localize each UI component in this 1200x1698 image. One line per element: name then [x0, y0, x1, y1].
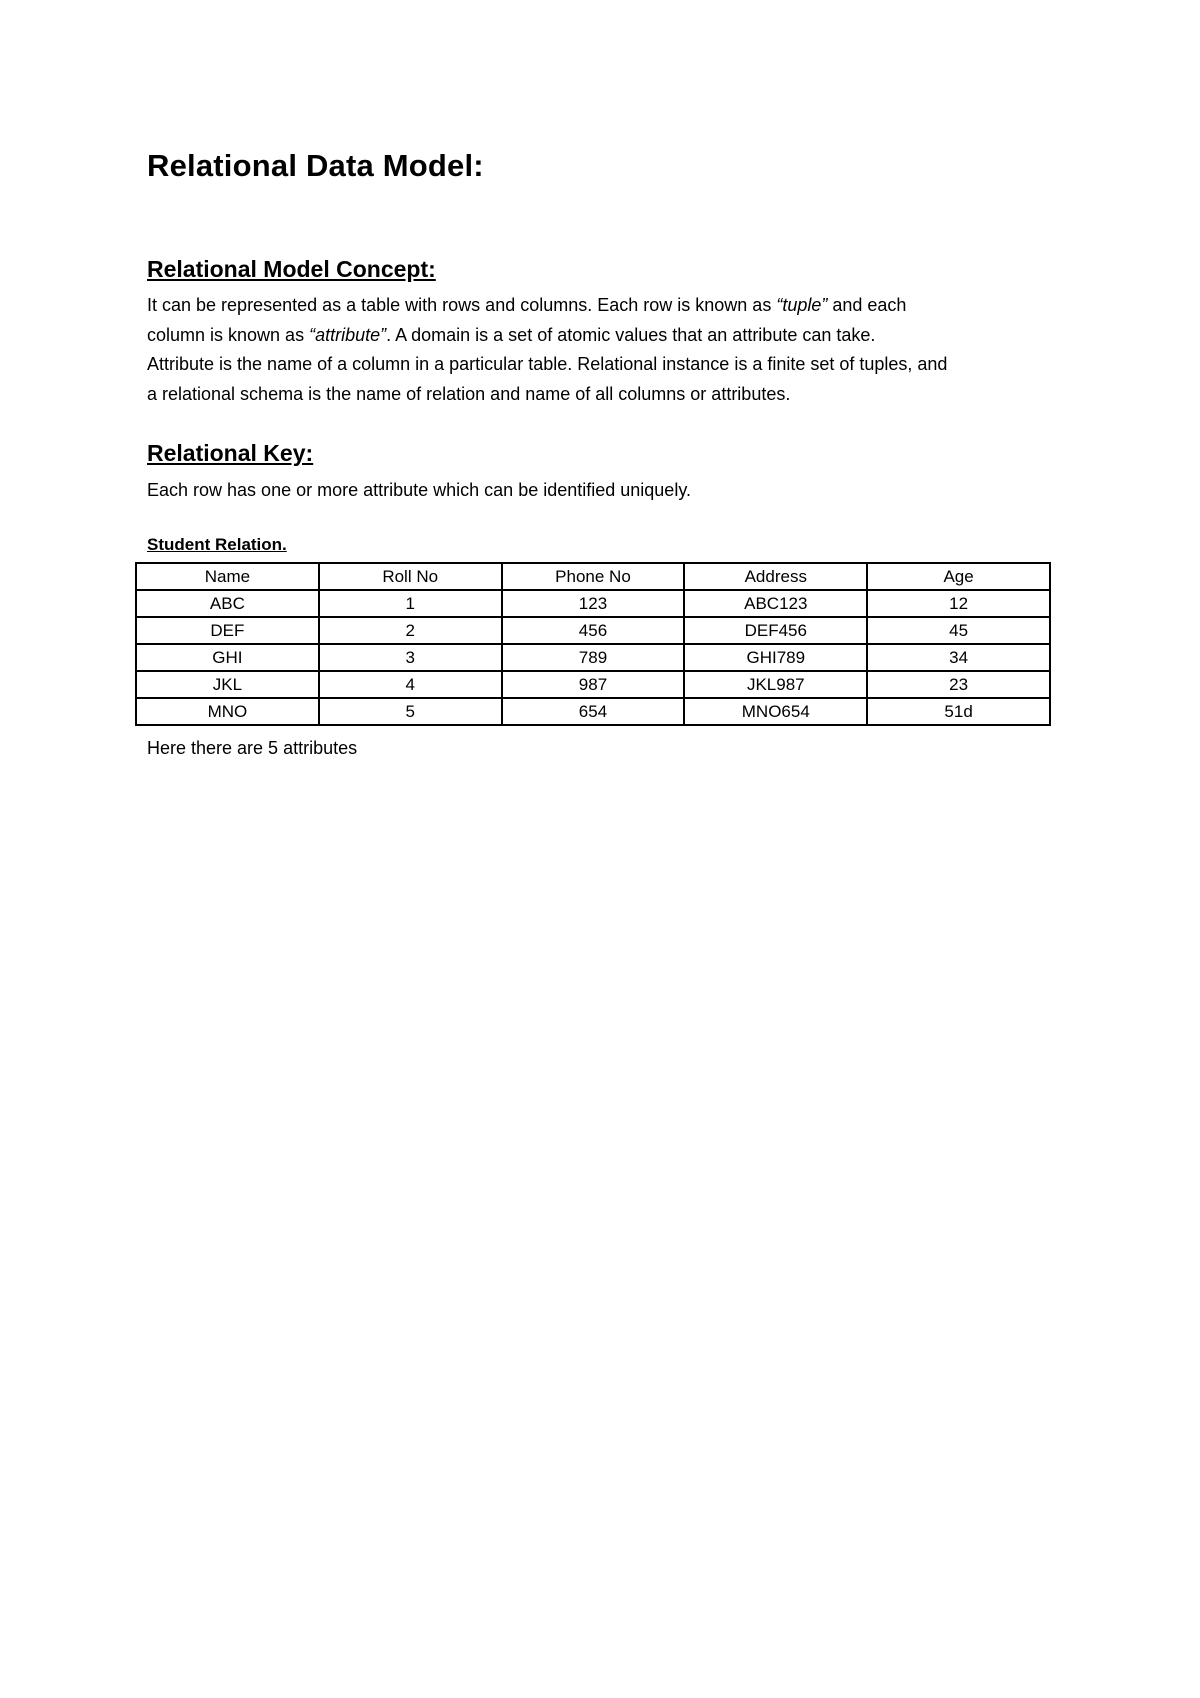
table-cell: 4 — [319, 671, 502, 698]
table-caption: Student Relation. — [147, 535, 287, 554]
table-cell: 987 — [502, 671, 685, 698]
table-cell: DEF456 — [684, 617, 867, 644]
concept-line: column is known as “attribute”. A domain is a set of atomic values that an attribute can take. — [147, 324, 876, 345]
table-cell: ABC — [136, 590, 319, 617]
table-row — [136, 644, 1050, 671]
column-header-age: Age — [867, 563, 1050, 590]
table-row — [136, 698, 1050, 725]
attribute-term: “attribute” — [309, 324, 387, 345]
table-cell: MNO — [136, 698, 319, 725]
column-header-address: Address — [684, 563, 867, 590]
table-cell: 2 — [319, 617, 502, 644]
table-cell: 789 — [502, 644, 685, 671]
table-cell: 45 — [867, 617, 1050, 644]
table-cell: 654 — [502, 698, 685, 725]
student-relation-table — [135, 562, 1051, 726]
table-cell: 5 — [319, 698, 502, 725]
key-paragraph: Each row has one or more attribute which can be identified uniquely. — [147, 480, 691, 500]
table-cell: 3 — [319, 644, 502, 671]
section-heading-relational-model-concept: Relational Model Concept: — [147, 256, 436, 282]
section-heading-relational-key: Relational Key: — [147, 440, 314, 466]
concept-line: a relational schema is the name of relation and name of all columns or attributes. — [147, 383, 791, 404]
table-cell: 12 — [867, 590, 1050, 617]
column-header-roll-no: Roll No — [319, 563, 502, 590]
table-cell: 1 — [319, 590, 502, 617]
table-cell: 23 — [867, 671, 1050, 698]
table-header-row — [136, 563, 1050, 590]
table-cell: GHI — [136, 644, 319, 671]
table-cell: 51d — [867, 698, 1050, 725]
concept-line: It can be represented as a table with rows and columns. Each row is known as “tuple” and each — [147, 295, 907, 315]
tuple-term: “tuple” — [776, 295, 828, 315]
table-cell: JKL — [136, 671, 319, 698]
table-cell: ABC123 — [684, 590, 867, 617]
column-header-name: Name — [136, 563, 319, 590]
table-cell: GHI789 — [684, 644, 867, 671]
table-cell: DEF — [136, 617, 319, 644]
attribute-count-note: Here there are 5 attributes — [147, 738, 358, 758]
concept-line: Attribute is the name of a column in a particular table. Relational instance is a finite set of tuples, and — [147, 354, 948, 374]
table-cell: JKL987 — [684, 671, 867, 698]
table-cell: 123 — [502, 590, 685, 617]
table-row — [136, 590, 1050, 617]
table-cell: MNO654 — [684, 698, 867, 725]
concept-paragraph — [147, 291, 947, 409]
table-row — [136, 617, 1050, 644]
table-row — [136, 671, 1050, 698]
page-title: Relational Data Model: — [147, 148, 484, 183]
column-header-phone-no: Phone No — [502, 563, 685, 590]
table-cell: 456 — [502, 617, 685, 644]
table-cell: 34 — [867, 644, 1050, 671]
